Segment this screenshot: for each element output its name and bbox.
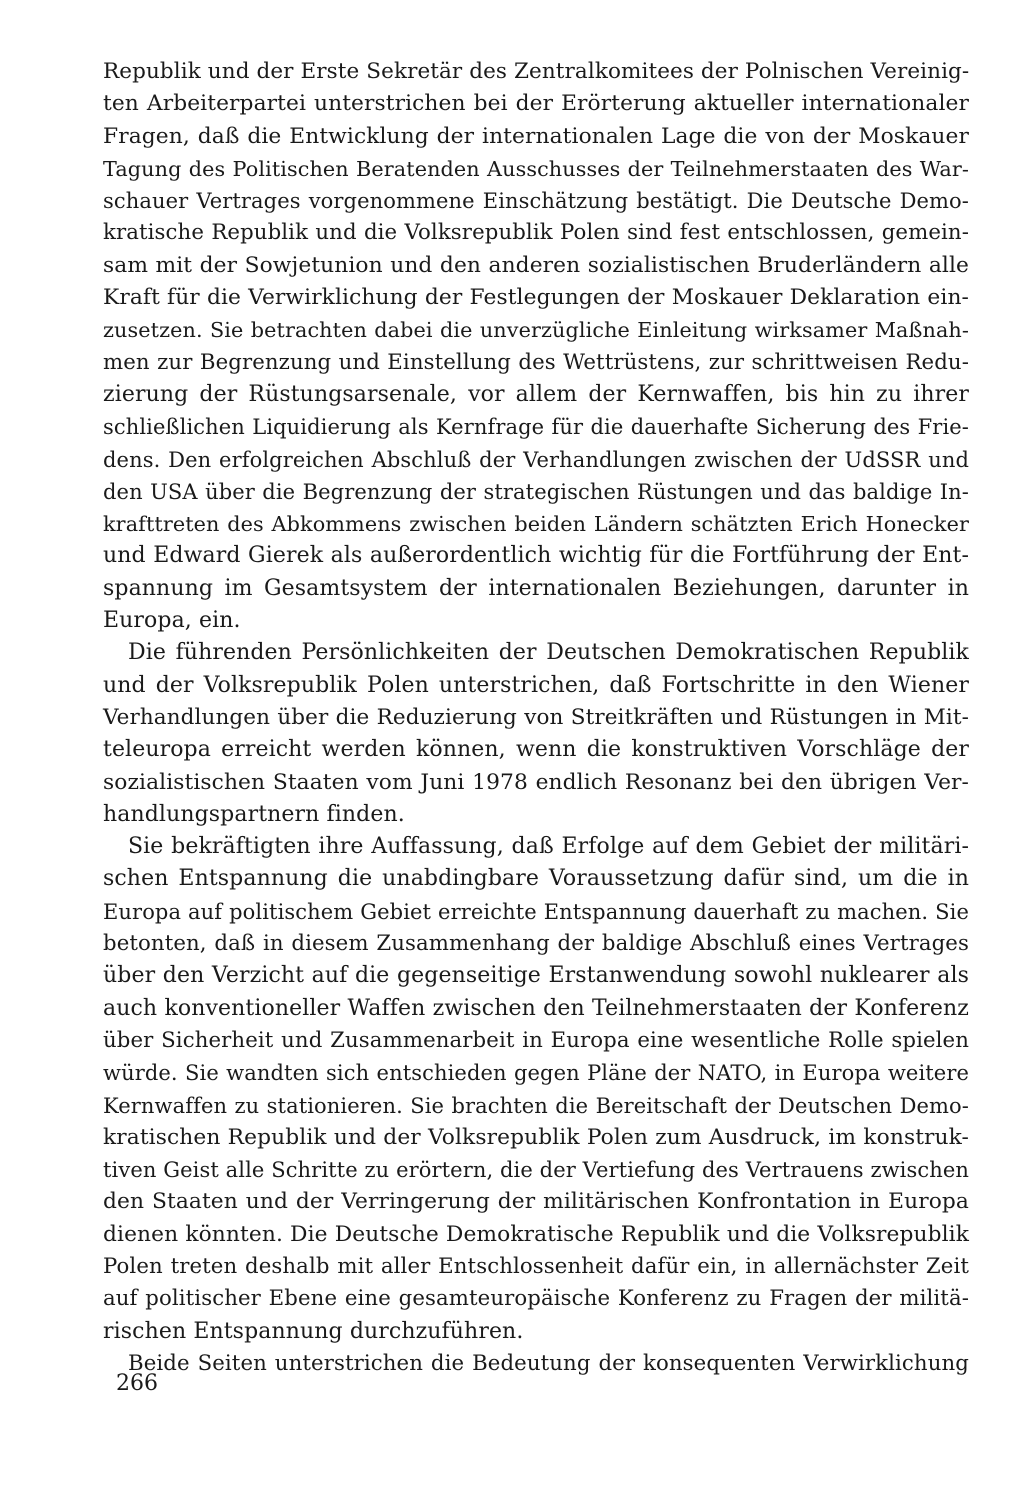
text-line: Republik und der Erste Sekretär des Zentralkomitees der Polnischen Vereinig-: [103, 59, 970, 84]
text-line: sam mit der Sowjetunion und den anderen sozialistischen Bruderländern alle: [103, 252, 969, 278]
text-line: zusetzen. Sie betrachten dabei die unverzügliche Einleitung wirksamer Maßnah-: [103, 318, 969, 343]
text-line: Europa, ein.: [103, 608, 241, 634]
page-number: 266: [116, 1371, 158, 1396]
text-line: teleuropa erreicht werden können, wenn die konstruktiven Vorschläge der: [103, 737, 969, 763]
paragraph-first-line: Beide Seiten unterstrichen die Bedeutung der konsequenten Verwirklichung: [128, 1350, 969, 1376]
text-line: rischen Entspannung durchzuführen.: [103, 1318, 524, 1344]
text-line: betonten, daß in diesem Zusammenhang der baldige Abschluß eines Vertrages: [103, 931, 969, 957]
text-line: würde. Sie wandten sich entschieden gegen Pläne der NATO, in Europa weitere: [103, 1061, 969, 1086]
text-line: Kernwaffen zu stationieren. Sie brachten die Bereitschaft der Deutschen Demo-: [103, 1093, 969, 1118]
text-line: und der Volksrepublik Polen unterstrichen, daß Fortschritte in den Wiener: [103, 672, 969, 698]
text-line: und Edward Gierek als außerordentlich wichtig für die Fortführung der Ent-: [103, 543, 969, 569]
text-line: Verhandlungen über die Reduzierung von Streitkräften und Rüstungen in Mit-: [103, 704, 969, 730]
text-line: schließlichen Liquidierung als Kernfrage für die dauerhafte Sicherung des Frie-: [103, 415, 969, 440]
text-line: kratische Republik und die Volksrepublik Polen sind fest entschlossen, gemein-: [103, 220, 969, 246]
text-line: schauer Vertrages vorgenommene Einschätzung bestätigt. Die Deutsche Demo-: [103, 189, 969, 214]
paragraph-first-line: Die führenden Persönlichkeiten der Deutschen Demokratischen Republik: [128, 640, 969, 666]
text-line: dienen könnten. Die Deutsche Demokratische Republik und die Volksrepublik: [103, 1221, 969, 1247]
text-line: kratischen Republik und der Volksrepublik Polen zum Ausdruck, im konstruk-: [103, 1124, 969, 1150]
text-line: Europa auf politischem Gebiet erreichte Entspannung dauerhaft zu machen. Sie: [103, 899, 969, 924]
text-line: Polen treten deshalb mit aller Entschlossenheit dafür ein, in allernächster Zeit: [103, 1253, 969, 1279]
text-line: ten Arbeiterpartei unterstrichen bei der Erörterung aktueller internationaler: [103, 91, 969, 117]
text-line: dens. Den erfolgreichen Abschluß der Verhandlungen zwischen der UdSSR und: [103, 447, 969, 472]
text-line: spannung im Gesamtsystem der internationalen Beziehungen, darunter in: [103, 575, 969, 601]
text-line: sozialistischen Staaten vom Juni 1978 endlich Resonanz bei den übrigen Ver-: [103, 769, 969, 795]
text-line: über Sicherheit und Zusammenarbeit in Europa eine wesentliche Rolle spielen: [103, 1027, 969, 1053]
text-line: krafttreten des Abkommens zwischen beiden Ländern schätzten Erich Honecker: [103, 512, 969, 537]
text-line: über den Verzicht auf die gegenseitige Erstanwendung sowohl nuklearer als: [103, 963, 969, 989]
paragraph-first-line: Sie bekräftigten ihre Auffassung, daß Erfolge auf dem Gebiet der militäri-: [128, 834, 969, 860]
text-line: auch konventioneller Waffen zwischen den Teilnehmerstaaten der Konferenz: [103, 995, 969, 1021]
text-line: den USA über die Begrenzung der strategischen Rüstungen und das baldige In-: [103, 479, 969, 504]
text-line: Kraft für die Verwirklichung der Festlegungen der Moskauer Deklaration ein-: [103, 285, 969, 311]
text-line: handlungspartnern finden.: [103, 801, 405, 827]
text-line: Fragen, daß die Entwicklung der internationalen Lage die von der Moskauer: [103, 123, 969, 149]
text-line: auf politischer Ebene eine gesamteuropäische Konferenz zu Fragen der militä-: [103, 1286, 969, 1312]
text-line: Tagung des Politischen Beratenden Ausschusses der Teilnehmerstaaten des War-: [103, 156, 969, 181]
text-line: den Staaten und der Verringerung der militärischen Konfrontation in Europa: [103, 1189, 969, 1215]
text-line: zierung der Rüstungsarsenale, vor allem der Kernwaffen, bis hin zu ihrer: [103, 381, 969, 407]
text-line: men zur Begrenzung und Einstellung des Wettrüstens, zur schrittweisen Redu-: [103, 349, 969, 375]
text-line: schen Entspannung die unabdingbare Voraussetzung dafür sind, um die in: [103, 866, 969, 892]
text-line: tiven Geist alle Schritte zu erörtern, die der Vertiefung des Vertrauens zwischen: [103, 1158, 970, 1183]
body-text: [103, 56, 969, 1380]
